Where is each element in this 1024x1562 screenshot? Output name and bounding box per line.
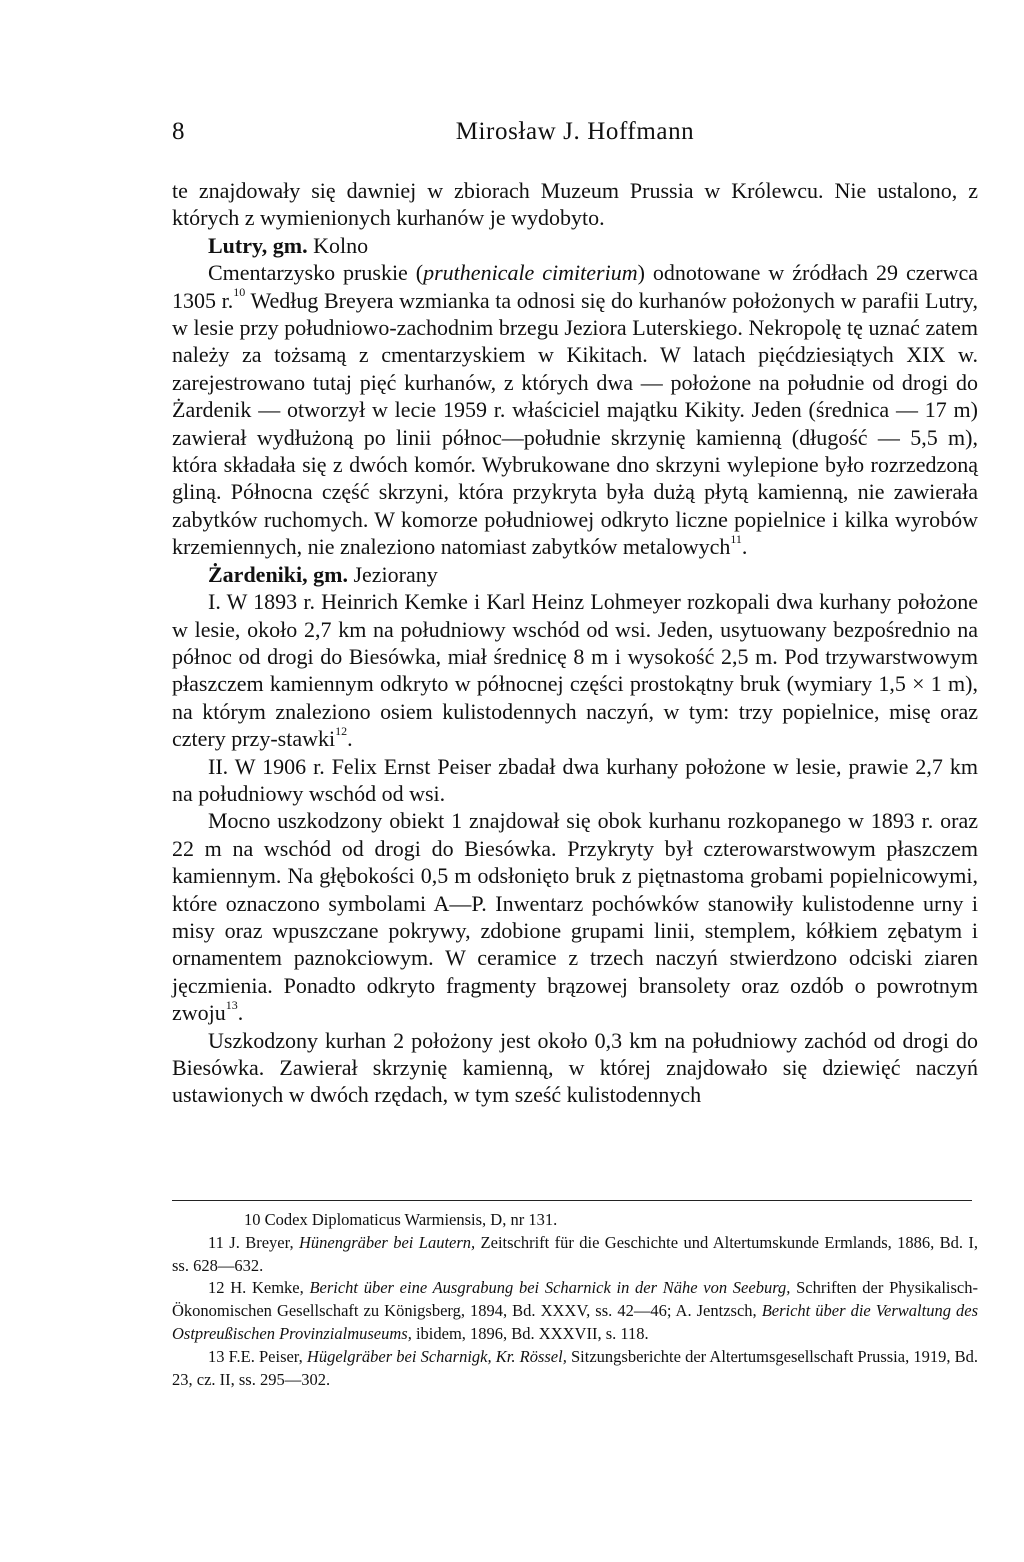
footnote-13 xyxy=(172,1346,978,1392)
paragraph-uszkodzony xyxy=(172,1027,978,1109)
text-run: ) odnotowane w źródłach 29 czerwca 1305 r. xyxy=(172,260,978,313)
entry-commune: Kolno xyxy=(307,232,369,258)
footnote-text: Schriften der Physikalisch-Ökonomischen Gesellschaft zu Königsberg, 1894, Bd. XXXV, ss. 42—46; A. Jentzsch, xyxy=(172,1278,978,1321)
entry-heading-lutry xyxy=(172,232,978,259)
footnote-10 xyxy=(172,1209,978,1232)
footnote-text: J. Breyer, xyxy=(229,1232,299,1252)
paragraph-zardeniki-2 xyxy=(172,753,978,808)
footnote-text: H. Kemke, xyxy=(230,1278,310,1298)
text-run: Cmentarzysko pruskie ( xyxy=(208,260,424,286)
paragraph-zardeniki-1 xyxy=(172,588,978,752)
footnote-title: Bericht über eine Ausgrabung bei Scharnick in der Nähe von Seeburg, xyxy=(309,1278,791,1298)
paragraph-continued xyxy=(172,177,978,232)
page-number: 8 xyxy=(172,118,185,145)
text-run: I. W 1893 r. Heinrich Kemke i Karl Heinz Lohmeyer rozkopali dwa kurhany położone w lesie, około 2,7 km na południowy wschód od wsi. Jeden, usytuowany bezpośrednio na północ od drogi do Biesówka, miał średnicę 8 m i wysokość 2,5 m. Pod trzywarstwowym płaszczem kamiennym odkryto w północnej części prostokątny bruk (wymiary 1,5 × 1 m), na którym znaleziono osiem kulistodennych naczyń, w tym: trzy popielnice, misę oraz cztery przy-stawki xyxy=(172,589,978,752)
footnote-text: F.E. Peiser, xyxy=(228,1346,307,1366)
footnote-text: Codex Diplomaticus Warmiensis, D, nr 131. xyxy=(264,1210,558,1229)
footnotes xyxy=(172,1209,978,1391)
text-run: . xyxy=(347,726,353,752)
footnote-ref[interactable]: 13 xyxy=(225,997,238,1012)
footnote-title: Hünengräber bei Lautern, xyxy=(298,1232,476,1252)
footnote-number: 10 xyxy=(244,1210,261,1229)
footnote-text: Sitzungsberichte der Altertumsgesellschaft Prussia, 1919, Bd. 23, cz. II, ss. 295—302. xyxy=(172,1346,979,1389)
paragraph-lutry xyxy=(172,259,978,560)
text-run: . xyxy=(741,534,748,560)
footnote-title: Hügelgräber bei Scharnigk, Kr. Rössel, xyxy=(306,1346,567,1366)
text-run: Mocno uszkodzony obiekt 1 znajdował się obok kurhanu rozkopanego w 1893 r. oraz 22 m na wschód od drogi do Biesówka. Przykryty był czterowarstwowym płaszczem kamiennym. Na głębokości 0,5 m odsłonięto bruk z piętnastoma grobami popielnicowymi, które oznaczono symbolami A—P. Inwentarz pochówków stanowiły kulistodenne urny i misy oraz wpuszczane pokrywy, zdobione grupami linii, stemplem, kółkiem zębatym i ornamentem paznokciowym. W ceramice z trzech naczyń stwierdzono odciski ziaren jęczmienia. Ponadto odkryto fragmenty brązowej bransolety oraz ozdób o powrotnym zwoju xyxy=(172,808,978,1026)
footnote-number: 13 xyxy=(208,1346,225,1366)
footnote-11 xyxy=(172,1232,978,1278)
page-header xyxy=(172,118,978,158)
text-run: . xyxy=(237,1000,244,1026)
main-text xyxy=(172,177,978,1109)
footnote-divider xyxy=(172,1200,972,1201)
text-run: Według Breyera wzmianka ta odnosi się do kurhanów położonych w parafii Lutry, w lesie przy południowo-zachodnim brzegu Jeziora Luterskiego. Nekropolę tę uznać zatem należy za tożsamą z cmentarzyskiem w Kikitach. W latach pięćdziesiątych XIX w. zarejestrowano tutaj pięć kurhanów, z których dwa — położone na południe od drogi do Żardenik — otworzył w lecie 1959 r. właściciel majątku Kikity. Jeden (średnica — 17 m) zawierał wydłużoną po linii północ—południe skrzynię kamienną (długość — 5,5 m), która składała się z dwóch komór. Wybrukowane dno skrzyni wylepione było rozrzedzoną gliną. Północna część skrzyni, która przykryta była dużą płytą kamienną, nie zawierała zabytków ruchomych. W komorze południowej odkryto liczne popielnice i kilka wyrobów krzemiennych, nie znaleziono natomiast zabytków metalowych xyxy=(172,287,978,560)
footnote-ref[interactable]: 12 xyxy=(335,723,348,738)
entry-heading-zardeniki xyxy=(172,561,978,588)
entry-commune: Jeziorany xyxy=(347,561,438,587)
paragraph-mocno xyxy=(172,807,978,1026)
footnote-number: 12 xyxy=(208,1278,225,1298)
footnote-ref[interactable]: 10 xyxy=(233,285,246,300)
italic-term: pruthenicale cimiterium xyxy=(423,260,638,286)
footnote-ref[interactable]: 11 xyxy=(730,531,742,546)
text-run: Uszkodzony kurhan 2 położony jest około 0,3 km na południowy zachód od drogi do Biesówka. Zawierał skrzynię kamienną, w której znajdowało się dziewięć naczyń ustawionych w dwóch rzędach, w tym sześć kulistodennych xyxy=(172,1027,978,1108)
entry-name: Lutry, gm. xyxy=(208,232,308,258)
text-run: II. W 1906 r. Felix Ernst Peiser zbadał dwa kurhany położone w lesie, prawie 2,7 km na południowy wschód od wsi. xyxy=(172,753,978,806)
footnote-number: 11 xyxy=(208,1232,224,1252)
footnote-text: ibidem, 1896, Bd. XXXVII, s. 118. xyxy=(411,1323,649,1343)
footnote-title: Bericht über die Verwaltung des Ostpreußischen Provinzialmuseums, xyxy=(172,1301,978,1343)
entry-name: Żardeniki, gm. xyxy=(208,561,348,587)
footnote-text: Zeitschrift für die Geschichte und Altertumskunde Ermlands, 1886, Bd. I, ss. 628—632. xyxy=(172,1232,979,1275)
running-head: Mirosław J. Hoffmann xyxy=(455,118,695,145)
paragraph-text: te znajdowały się dawniej w zbiorach Muzeum Prussia w Królewcu. Nie ustalono, z których z wymienionych kurhanów je wydobyto. xyxy=(172,178,978,231)
footnote-12 xyxy=(172,1277,978,1345)
